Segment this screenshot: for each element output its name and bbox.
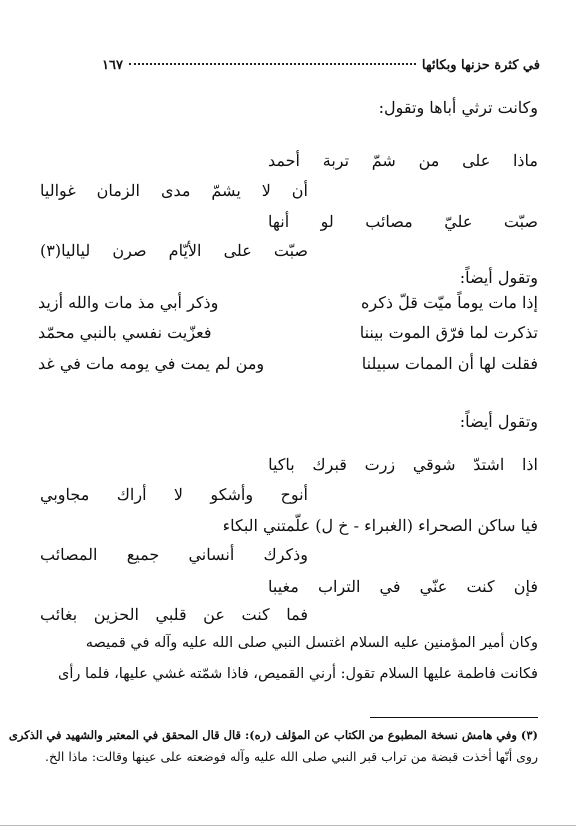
verse-4-first-hemistich: فيا ساكن الصحراء (الغبراء - خ ل) علّمتني البكاء (222, 516, 538, 535)
poem-2-line-3-left: ومن لم يمت في يومه مات في غد (38, 354, 265, 373)
verse-2-second-hemistich: صبّت على الأيّام صرن لياليا(٣) (40, 241, 308, 260)
prose-line-1: وكان أمير المؤمنين عليه السلام اغتسل النبي صلى الله عليه وآله في قميصه (85, 635, 538, 651)
verse-4-second-hemistich: وذكرك أنساني جميع المصائب (40, 545, 308, 564)
verse-5-first-hemistich: فإن كنت عنّي في التراب مغيبا (268, 577, 538, 596)
page-bottom-edge (0, 825, 576, 826)
running-title: في كثرة حزنها وبكائها (421, 58, 540, 73)
verse-2-first-hemistich: صبّت عليّ مصائب لو أنها (268, 212, 538, 231)
verse-5-second-hemistich: فما كنت عن قلبي الحزين بغائب (40, 605, 308, 624)
header-leader-dots (129, 63, 416, 65)
poem-2-line-3-right: فقلت لها أن الممات سبيلنا (361, 354, 538, 373)
poem-2-line-2-left: فعزّيت نفسي بالنبي محمّد (38, 323, 212, 342)
verse-3-first-hemistich: اذا اشتدّ شوقي زرت قبرك باكيا (268, 455, 538, 474)
page-number: ١٦٧ (102, 58, 123, 73)
footnote-rule (370, 717, 538, 718)
verse-1-first-hemistich: ماذا على من شمّ تربة أحمد (268, 151, 538, 170)
verse-1-second-hemistich: أن لا يشمّ مدى الزمان غواليا (40, 181, 308, 200)
prose-line-2: فكانت فاطمة عليها السلام تقول: أرني القميص، فاذا شمّته غشي عليها، فلما رأى (58, 666, 538, 682)
page-header (102, 58, 540, 73)
intro-line: وكانت ترثي أباها وتقول: (378, 98, 538, 117)
poem-2-line-1-right: إذا مات يوماً ميّت قلّ ذكره (361, 293, 538, 312)
section-intro-3: وتقول أيضاً: (459, 412, 538, 431)
section-intro-2: وتقول أيضاً: (459, 268, 538, 287)
verse-3-second-hemistich: أنوح وأشكو لا أراك مجاوبي (40, 485, 308, 504)
poem-2-line-2-right: تذكرت لما فرّق الموت بيننا (359, 323, 538, 342)
footnote-line-1: (٣) وفي هامش نسخة المطبوع من الكتاب عن المؤلف (ره): قال قال المحقق في المعتبر والشهيد في الذكرى (8, 728, 538, 742)
poem-2-line-1-left: وذكر أبي مذ مات والله أزيد (38, 293, 219, 312)
footnote-line-2: روى أنّها أخذت قبضة من تراب قبر النبي صلى الله عليه وآله فوضعته على عينها وقالت: ماذا الخ. (45, 749, 538, 764)
